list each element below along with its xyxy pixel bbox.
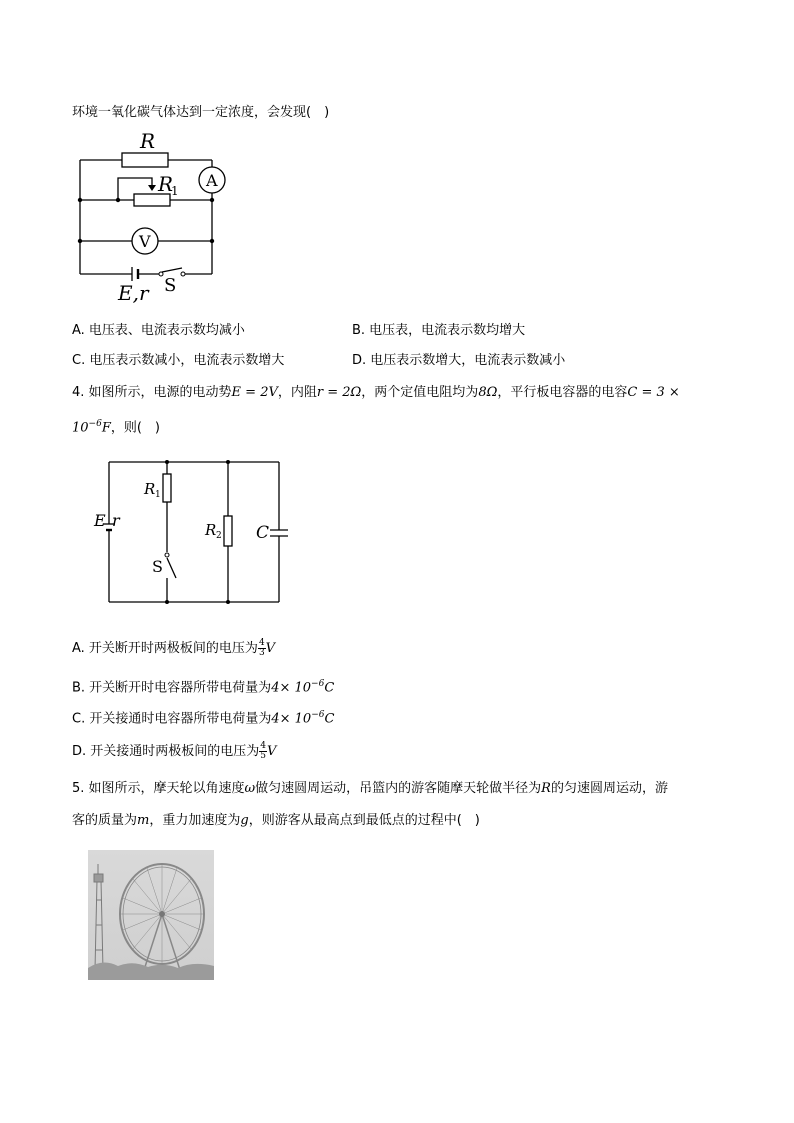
- q3-option-b: B. 电压表，电流表示数均增大: [352, 323, 526, 338]
- label-source: E,r: [118, 281, 149, 305]
- q4-label-s: S: [152, 557, 163, 576]
- q3-option-c: C. 电压表示数减小，电流表示数增大: [72, 353, 285, 368]
- q3-stem-tail: 环境一氧化碳气体达到一定浓度，会发现( ): [72, 105, 330, 120]
- q4-option-a: A. 开关断开时两极板间的电压为 $\frac{4}{3}$ V: [72, 638, 276, 658]
- q4-stem-line1: 4. 如图所示，电源的电动势E = 2V，内阻r = 2Ω，两个定值电阻均为8Ω，平行板电容器的电容C = 3 ×: [72, 385, 680, 400]
- q4-internal-resistance: r = 2Ω: [316, 385, 362, 400]
- label-r1-sub: 1: [171, 184, 179, 198]
- q4-label-r2: R: [205, 521, 217, 539]
- q4-emf: E = 2V: [231, 385, 278, 400]
- q4-option-c: C. 开关接通时电容器所带电荷量为$4\times 10^{-6}C$: [72, 710, 335, 727]
- ammeter-label: A: [206, 171, 218, 190]
- q4-resistance-value: 8Ω: [478, 385, 498, 400]
- q4-label-r: r: [112, 511, 120, 530]
- svg-text:2: 2: [216, 531, 222, 541]
- q4-label-r1: R: [144, 480, 156, 498]
- label-r1: R: [158, 172, 174, 196]
- label-switch: S: [164, 275, 177, 296]
- q4-label-c: C: [256, 523, 270, 543]
- ferris-wheel-photo: [88, 850, 214, 980]
- q4-option-b: B. 开关断开时电容器所带电荷量为$4\times 10^{-6}C$: [72, 679, 335, 696]
- q5-stem-line2: 客的质量为m，重力加速度为g，则游客从最高点到最低点的过程中( ): [72, 813, 480, 828]
- q4-stem-line2: $10^{-6}F$，则( ): [72, 419, 161, 436]
- q3-option-d: D. 电压表示数增大，电流表示数减小: [352, 353, 566, 368]
- q4-circuit-diagram: [90, 450, 300, 615]
- label-r: R: [140, 129, 156, 153]
- q5-stem-line1: 5. 如图所示，摩天轮以角速度ω做匀速圆周运动，吊篮内的游客随摩天轮做半径为R的匀速圆周运动，游: [72, 781, 668, 796]
- q3-circuit-diagram: [70, 128, 250, 308]
- q4-capacitance: C = 3 ×: [627, 385, 680, 400]
- q3-option-a: A. 电压表、电流表示数均减小: [72, 323, 245, 338]
- svg-text:1: 1: [155, 490, 161, 500]
- q4-label-e: E: [94, 511, 106, 530]
- q4-option-d: D. 开关接通时两极板间的电压为 $\frac{4}{5}$ V: [72, 741, 277, 761]
- voltmeter-label: V: [139, 232, 151, 251]
